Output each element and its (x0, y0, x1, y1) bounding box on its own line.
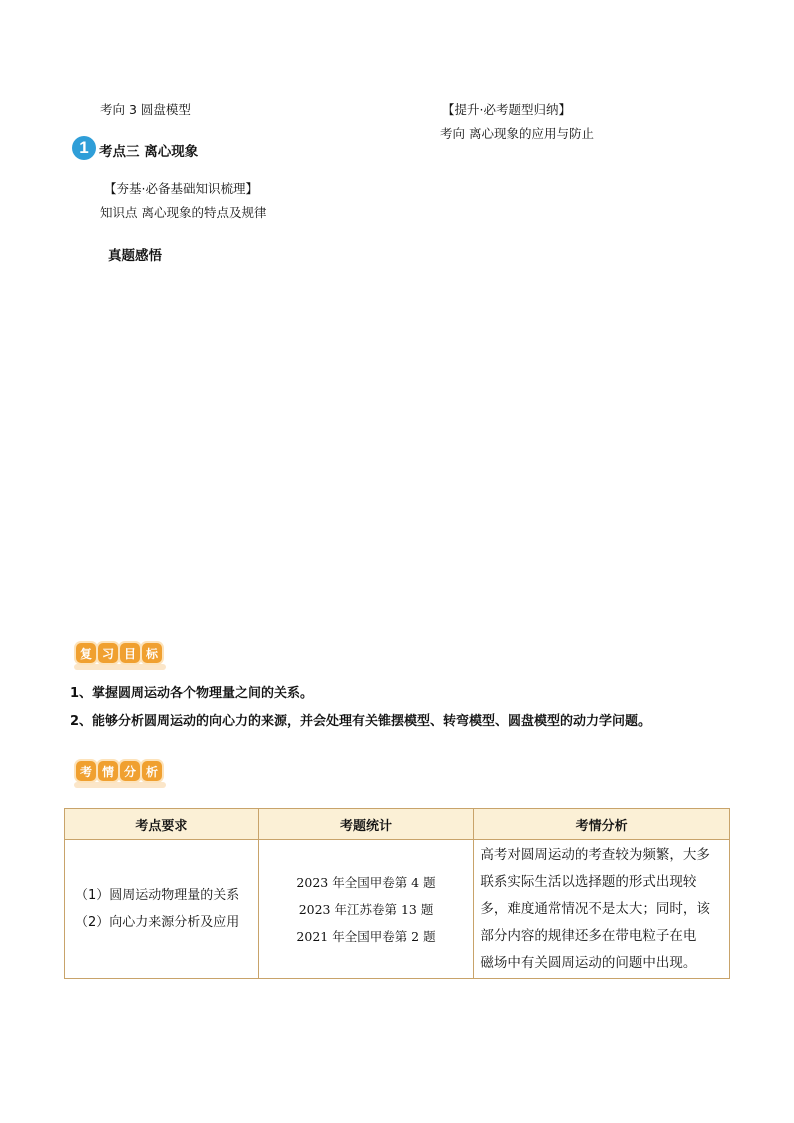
analysis-cell (474, 840, 730, 979)
badge-char: 标 (142, 643, 162, 663)
stat-item: 2023 年江苏卷第 13 题 (298, 901, 434, 917)
analysis-line: 高考对圆周运动的考查较为频繁，大多 (480, 846, 710, 863)
direction-3-heading: 考向 3 圆盘模型 (100, 102, 191, 117)
review-goals-badge (76, 643, 162, 663)
header-analysis: 考情分析 (474, 809, 730, 840)
review-goal-item: 1、掌握圆周运动各个物理量之间的关系。 (70, 686, 314, 701)
table-header-row (65, 809, 730, 840)
badge-char: 复 (76, 643, 96, 663)
badge-char: 析 (142, 761, 162, 781)
basic-knowledge-header: 【夯基·必备基础知识梳理】 (104, 181, 258, 196)
requirements-cell (65, 840, 259, 979)
review-badge-underline (74, 664, 166, 670)
exam-analysis-table (64, 808, 730, 979)
stat-item: 2021 年全国甲卷第 2 题 (296, 928, 436, 944)
stat-item: 2023 年全国甲卷第 4 题 (296, 874, 436, 890)
badge-char: 分 (120, 761, 140, 781)
requirement-item: （2）向心力来源分析及应用 (75, 915, 240, 930)
table-row (65, 840, 730, 979)
header-requirements: 考点要求 (65, 809, 259, 840)
advanced-header: 【提升·必考题型归纳】 (442, 102, 571, 117)
analysis-line: 磁场中有关圆周运动的问题中出现。 (480, 954, 697, 971)
badge-char: 考 (76, 761, 96, 781)
section-number-icon: 1 (72, 136, 96, 160)
analysis-line: 多，难度通常情况不是太大；同时，该 (480, 900, 710, 917)
statistics-cell (258, 840, 474, 979)
analysis-line: 联系实际生活以选择题的形式出现较 (480, 873, 697, 890)
analysis-line: 部分内容的规律还多在带电粒子在电 (480, 927, 697, 944)
exam-direction: 考向 离心现象的应用与防止 (440, 126, 594, 141)
exam-analysis-badge (76, 761, 162, 781)
analysis-badge-underline (74, 782, 166, 788)
badge-char: 目 (120, 643, 140, 663)
review-goal-item: 2、能够分析圆周运动的向心力的来源，并会处理有关锥摆模型、转弯模型、圆盘模型的动力学问题。 (70, 714, 652, 729)
real-exam-heading: 真题感悟 (108, 248, 162, 264)
header-statistics: 考题统计 (258, 809, 474, 840)
knowledge-point: 知识点 离心现象的特点及规律 (100, 205, 267, 220)
badge-char: 情 (98, 761, 118, 781)
requirement-item: （1）圆周运动物理量的关系 (75, 888, 240, 903)
badge-char: 习 (98, 643, 118, 663)
section-3-title: 考点三 离心现象 (99, 144, 199, 160)
